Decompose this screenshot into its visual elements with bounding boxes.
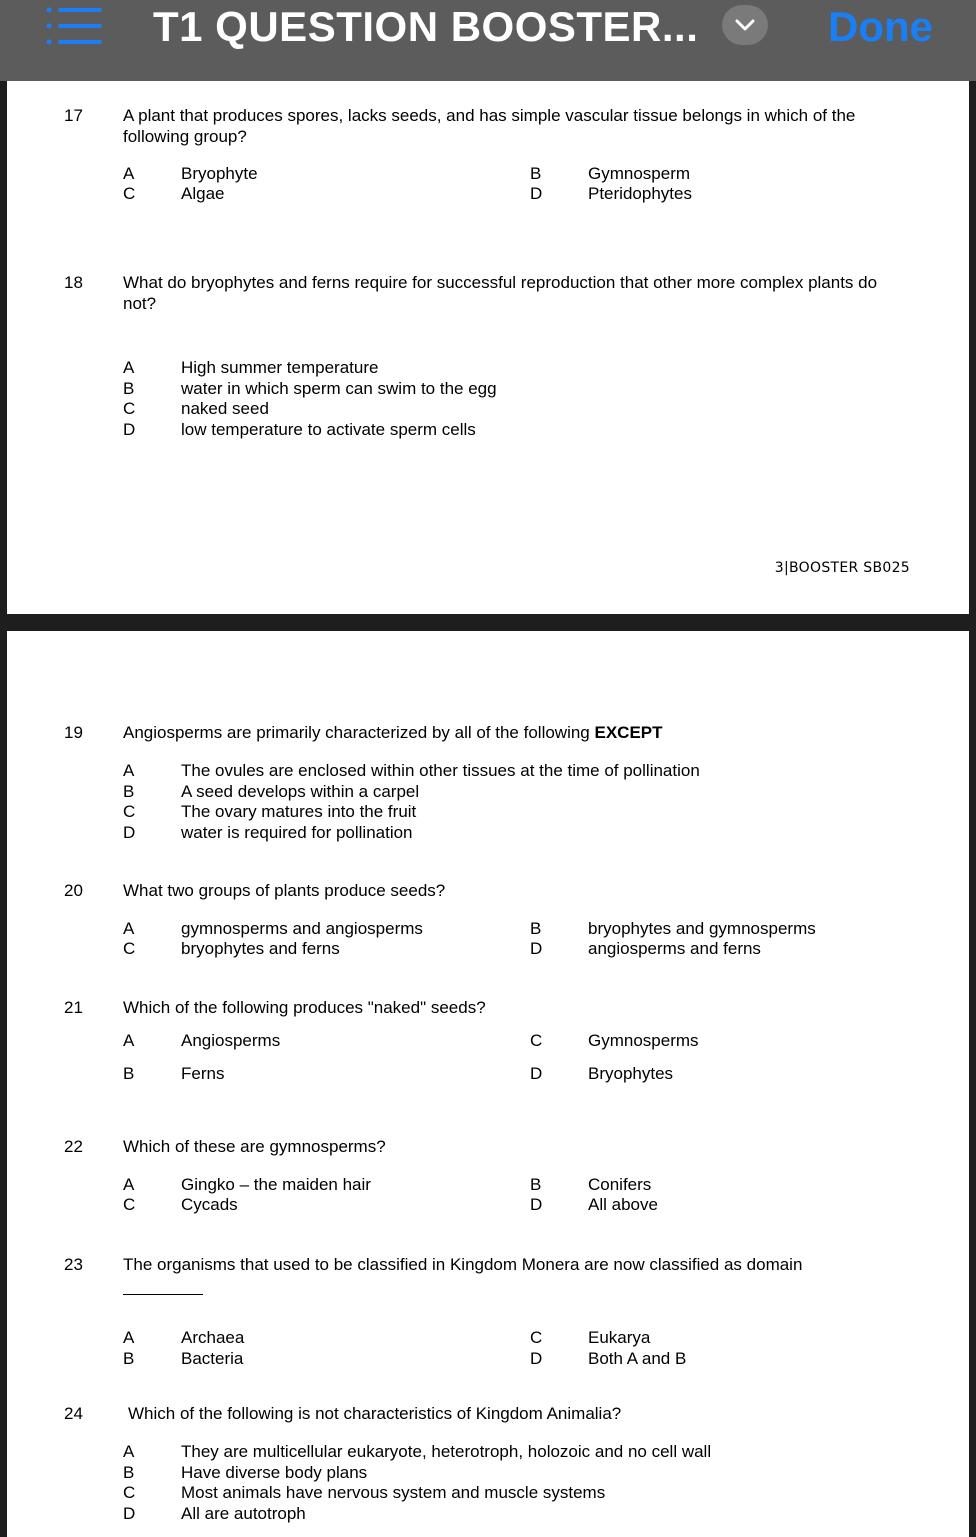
- option-letter: A: [123, 1031, 135, 1050]
- option-text: They are multicellular eukaryote, heterotroph, holozoic and no cell wall: [181, 1442, 712, 1461]
- option-letter: A: [123, 761, 135, 780]
- question-number: 17: [64, 106, 83, 125]
- option-text: Ferns: [181, 1064, 225, 1083]
- question-text: The organisms that used to be classified in Kingdom Monera are now classified as domain: [123, 1255, 803, 1274]
- option-letter: C: [530, 1031, 543, 1050]
- option-text: gymnosperms and angiosperms: [181, 919, 423, 938]
- option-text: Have diverse body plans: [181, 1463, 368, 1482]
- toolbar: [0, 0, 976, 81]
- option-letter: B: [123, 1463, 135, 1482]
- option-text: Bryophytes: [588, 1064, 674, 1083]
- option-text: bryophytes and gymnosperms: [588, 919, 816, 938]
- option-text: Pteridophytes: [588, 184, 692, 203]
- option-text: bryophytes and ferns: [181, 939, 340, 958]
- option-letter: B: [123, 1064, 135, 1083]
- option-text: High summer temperature: [181, 358, 379, 377]
- option-letter: D: [530, 1349, 543, 1368]
- option-letter: C: [123, 399, 136, 418]
- option-text: water is required for pollination: [181, 823, 413, 842]
- option-letter: B: [530, 164, 542, 183]
- option-letter: D: [530, 1195, 543, 1214]
- option-text: Bacteria: [181, 1349, 244, 1368]
- option-letter: D: [123, 823, 136, 842]
- option-text: Gingko – the maiden hair: [181, 1175, 371, 1194]
- option-letter: C: [123, 802, 136, 821]
- question-text: [123, 722, 913, 743]
- question-number: 24: [64, 1404, 83, 1423]
- list-icon[interactable]: [44, 6, 104, 46]
- question-number: 23: [64, 1255, 83, 1274]
- option-text: Bryophyte: [181, 164, 258, 183]
- option-letter: D: [530, 939, 543, 958]
- chevron-down-icon[interactable]: [722, 5, 768, 45]
- question-text: What do bryophytes and ferns require for successful reproduction that other more complex plants do not?: [123, 273, 878, 313]
- option-text: Algae: [181, 184, 225, 203]
- option-letter: B: [530, 919, 542, 938]
- option-letter: C: [123, 184, 136, 203]
- option-text: Conifers: [588, 1175, 652, 1194]
- option-letter: B: [123, 782, 135, 801]
- document-page: [7, 81, 969, 614]
- option-text: naked seed: [181, 399, 269, 418]
- option-text: Both A and B: [588, 1349, 687, 1368]
- option-text: Angiosperms: [181, 1031, 281, 1050]
- option-letter: C: [123, 939, 136, 958]
- question-text: Which of the following is not characteristics of Kingdom Animalia?: [128, 1404, 622, 1423]
- option-letter: A: [123, 919, 135, 938]
- document-page: [7, 631, 969, 1537]
- option-letter: A: [123, 358, 135, 377]
- question-text: What two groups of plants produce seeds?: [123, 881, 446, 900]
- document-title[interactable]: T1 QUESTION BOOSTER...: [153, 3, 699, 50]
- option-text: A seed develops within a carpel: [181, 782, 420, 801]
- option-letter: C: [530, 1328, 543, 1347]
- option-text: Most animals have nervous system and muscle systems: [181, 1483, 606, 1502]
- done-button[interactable]: Done: [828, 3, 933, 50]
- option-text: Gymnosperms: [588, 1031, 699, 1050]
- question-text: Which of these are gymnosperms?: [123, 1137, 386, 1156]
- page-footer: 3|BOOSTER SB025: [774, 560, 910, 576]
- option-letter: A: [123, 1442, 135, 1461]
- option-letter: D: [530, 1064, 543, 1083]
- option-letter: B: [123, 379, 135, 398]
- option-text: The ovules are enclosed within other tissues at the time of pollination: [181, 761, 700, 780]
- option-letter: A: [123, 164, 135, 183]
- option-letter: B: [530, 1175, 542, 1194]
- answer-blank: [123, 1294, 203, 1295]
- question-emphasis: EXCEPT: [594, 723, 663, 742]
- option-text: The ovary matures into the fruit: [181, 802, 417, 821]
- option-text: Cycads: [181, 1195, 238, 1214]
- option-text: Archaea: [181, 1328, 245, 1347]
- question-text: A plant that produces spores, lacks seeds, and has simple vascular tissue belongs in which of the following group?: [123, 106, 856, 146]
- option-letter: C: [123, 1195, 136, 1214]
- option-letter: A: [123, 1328, 135, 1347]
- option-text: water in which sperm can swim to the egg: [181, 379, 497, 398]
- option-letter: D: [123, 420, 136, 439]
- option-letter: D: [123, 1504, 136, 1523]
- option-letter: D: [530, 184, 543, 203]
- option-text: low temperature to activate sperm cells: [181, 420, 476, 439]
- option-text: All are autotroph: [181, 1504, 306, 1523]
- question-stem: Angiosperms are primarily characterized by all of the following: [123, 723, 590, 742]
- option-text: Eukarya: [588, 1328, 651, 1347]
- question-text: Which of the following produces "naked" seeds?: [123, 998, 486, 1017]
- option-letter: C: [123, 1483, 136, 1502]
- question-number: 18: [64, 273, 83, 292]
- option-text: Gymnosperm: [588, 164, 691, 183]
- option-letter: B: [123, 1349, 135, 1368]
- question-number: 21: [64, 998, 83, 1017]
- question-number: 20: [64, 881, 83, 900]
- question-number: 22: [64, 1137, 83, 1156]
- option-text: All above: [588, 1195, 658, 1214]
- option-letter: A: [123, 1175, 135, 1194]
- option-text: angiosperms and ferns: [588, 939, 761, 958]
- question-number: 19: [64, 723, 83, 742]
